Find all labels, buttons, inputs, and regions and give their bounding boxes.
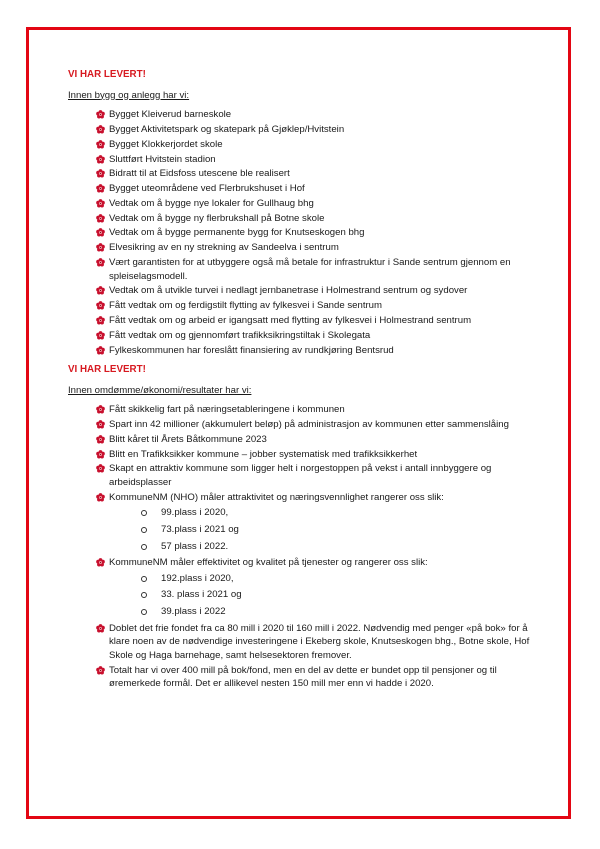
list-item-text: Blitt en Trafikksikker kommune – jobber systematisk med trafikksikkerhet: [109, 448, 418, 460]
list-item-text: Vedtak om å utvikle turvei i nedlagt jernbanetrase i Holmestrand sentrum og sydover: [109, 285, 468, 297]
hollow-circle-icon: [141, 544, 147, 550]
hollow-circle-icon: [141, 527, 147, 533]
rose-flower-icon: [96, 420, 105, 429]
achievement-list: [68, 403, 538, 690]
rose-flower-icon: [96, 184, 105, 193]
list-item-text: Fått skikkelig fart på næringsetableringene i kommunen: [109, 404, 345, 416]
list-item: [96, 153, 538, 167]
list-item-text: Bygget Aktivitetspark og skatepark på Gjøklep/Hvitstein: [109, 123, 345, 135]
list-item: [96, 284, 538, 298]
ranking-subitem-text: 99.plass i 2020,: [161, 507, 229, 519]
rose-flower-icon: [96, 316, 105, 325]
list-item-text: Fylkeskommunen har foreslått finansiering av rundkjøring Bentsrud: [109, 344, 394, 356]
hollow-circle-icon: [141, 609, 147, 615]
list-item-text: Sluttført Hvitstein stadion: [109, 153, 216, 165]
list-item: [96, 556, 538, 618]
list-item: [96, 182, 538, 196]
list-item: [96, 167, 538, 181]
rose-flower-icon: [96, 125, 105, 134]
rose-flower-icon: [96, 346, 105, 355]
ranking-sublist: [109, 506, 538, 553]
achievement-section: [68, 68, 538, 357]
list-item-text: Fått vedtak om og arbeid er igangsatt med flytting av fylkesvei i Holmestrand sentrum: [109, 314, 472, 326]
list-item-text: Bygget Kleiverud barneskole: [109, 109, 232, 121]
section-heading: VI HAR LEVERT!: [68, 69, 146, 80]
list-item: [96, 418, 538, 432]
ranking-subitem: [139, 523, 538, 537]
rose-flower-icon: [96, 450, 105, 459]
list-item: [96, 108, 538, 122]
hollow-circle-icon: [141, 510, 147, 516]
rose-flower-icon: [96, 666, 105, 675]
rose-flower-icon: [96, 624, 105, 633]
list-item-text: Bygget Klokkerjordet skole: [109, 138, 223, 150]
list-item-text: KommuneNM måler effektivitet og kvalitet på tjenester og rangerer oss slik:: [109, 557, 428, 569]
ranking-subitem: [139, 506, 538, 520]
rose-flower-icon: [96, 331, 105, 340]
rose-flower-icon: [96, 243, 105, 252]
list-item: [96, 314, 538, 328]
list-item-text: KommuneNM (NHO) måler attraktivitet og næringsvennlighet rangerer oss slik:: [109, 491, 444, 503]
list-item-text: Spart inn 42 millioner (akkumulert beløp) på administrasjon av kommunen etter sammenslåing: [109, 419, 509, 431]
list-item-text: Bidratt til at Eidsfoss utescene ble realisert: [109, 168, 290, 180]
ranking-subitem: [139, 540, 538, 554]
list-item-text: Fått vedtak om og gjennomført trafikksikringstiltak i Skolegata: [109, 329, 371, 341]
list-item: [96, 622, 538, 663]
list-item: [96, 299, 538, 313]
rose-flower-icon: [96, 435, 105, 444]
ranking-subitem: [139, 572, 538, 586]
list-item: [96, 123, 538, 137]
rose-flower-icon: [96, 258, 105, 267]
list-item-text: Totalt har vi over 400 mill på bok/fond, men en del av dette er bundet opp til pensjoner og til øremerkede formål. Det er allikevel nesten 150 mill mer enn vi hadde i 2020.: [109, 664, 497, 690]
section-heading: VI HAR LEVERT!: [68, 364, 146, 376]
list-item-text: Fått vedtak om og ferdigstilt flytting av fylkesvei i Sande sentrum: [109, 300, 383, 312]
list-item: [96, 329, 538, 343]
achievement-list: [68, 108, 538, 357]
rose-flower-icon: [96, 405, 105, 414]
ranking-subitem: [139, 588, 538, 602]
list-item: [96, 226, 538, 240]
list-item-text: Vært garantisten for at utbyggere også må betale for infrastruktur i Sande sentrum gjennom en spleiselagsmodell.: [109, 257, 511, 282]
rose-flower-icon: [96, 228, 105, 237]
rose-flower-icon: [96, 286, 105, 295]
rose-flower-icon: [96, 199, 105, 208]
achievement-section: [68, 363, 538, 691]
rose-flower-icon: [96, 464, 105, 473]
rose-flower-icon: [96, 155, 105, 164]
section-subheading: Innen omdømme/økonomi/resultater har vi:: [68, 384, 252, 396]
rose-flower-icon: [96, 301, 105, 310]
list-item: [96, 491, 538, 553]
document-body: [68, 68, 538, 697]
ranking-subitem-text: 39.plass i 2022: [161, 605, 226, 617]
rose-flower-icon: [96, 214, 105, 223]
list-item: [96, 448, 538, 462]
list-item-text: Vedtak om å bygge permanente bygg for Knutseskogen bhg: [109, 227, 365, 239]
list-item-text: Blitt kåret til Årets Båtkommune 2023: [109, 433, 267, 445]
section-subheading: Innen bygg og anlegg har vi:: [68, 89, 190, 101]
rose-flower-icon: [96, 169, 105, 178]
hollow-circle-icon: [141, 576, 147, 582]
list-item: [96, 462, 538, 489]
ranking-subitem-text: 73.plass i 2021 og: [161, 523, 239, 535]
list-item: [96, 403, 538, 417]
ranking-subitem-text: 33. plass i 2021 og: [161, 589, 242, 601]
list-item: [96, 256, 538, 283]
ranking-subitem-text: 57 plass i 2022.: [161, 540, 229, 552]
rose-flower-icon: [96, 140, 105, 149]
list-item-text: Doblet det frie fondet fra ca 80 mill i 2020 til 160 mill i 2022. Nødvendig med penger «på bok» for å klare noen av de nødvendige investeringene i Ekeberg skole, Knutseskogen bhg., Botne skole, Hof Skole og Haga barnehage, samt helsesektoren fremover.: [109, 622, 530, 661]
list-item: [96, 241, 538, 255]
list-item-text: Elvesikring av en ny strekning av Sandeelva i sentrum: [109, 242, 339, 254]
list-item: [96, 664, 538, 691]
list-item: [96, 433, 538, 447]
rose-flower-icon: [96, 558, 105, 567]
list-item: [96, 212, 538, 226]
ranking-subitem-text: 192.plass i 2020,: [161, 572, 234, 584]
list-item-text: Bygget uteområdene ved Flerbrukshuset i Hof: [109, 183, 305, 195]
hollow-circle-icon: [141, 592, 147, 598]
ranking-sublist: [109, 572, 538, 619]
list-item: [96, 138, 538, 152]
list-item-text: Vedtak om å bygge nye lokaler for Gullhaug bhg: [109, 197, 314, 209]
list-item: [96, 197, 538, 211]
list-item: [96, 344, 538, 358]
ranking-subitem: [139, 605, 538, 619]
rose-flower-icon: [96, 110, 105, 119]
rose-flower-icon: [96, 493, 105, 502]
list-item-text: Skapt en attraktiv kommune som ligger helt i norgestoppen på vekst i antall innbyggere og arbeidsplasser: [109, 463, 492, 488]
list-item-text: Vedtak om å bygge ny flerbrukshall på Botne skole: [109, 212, 325, 224]
